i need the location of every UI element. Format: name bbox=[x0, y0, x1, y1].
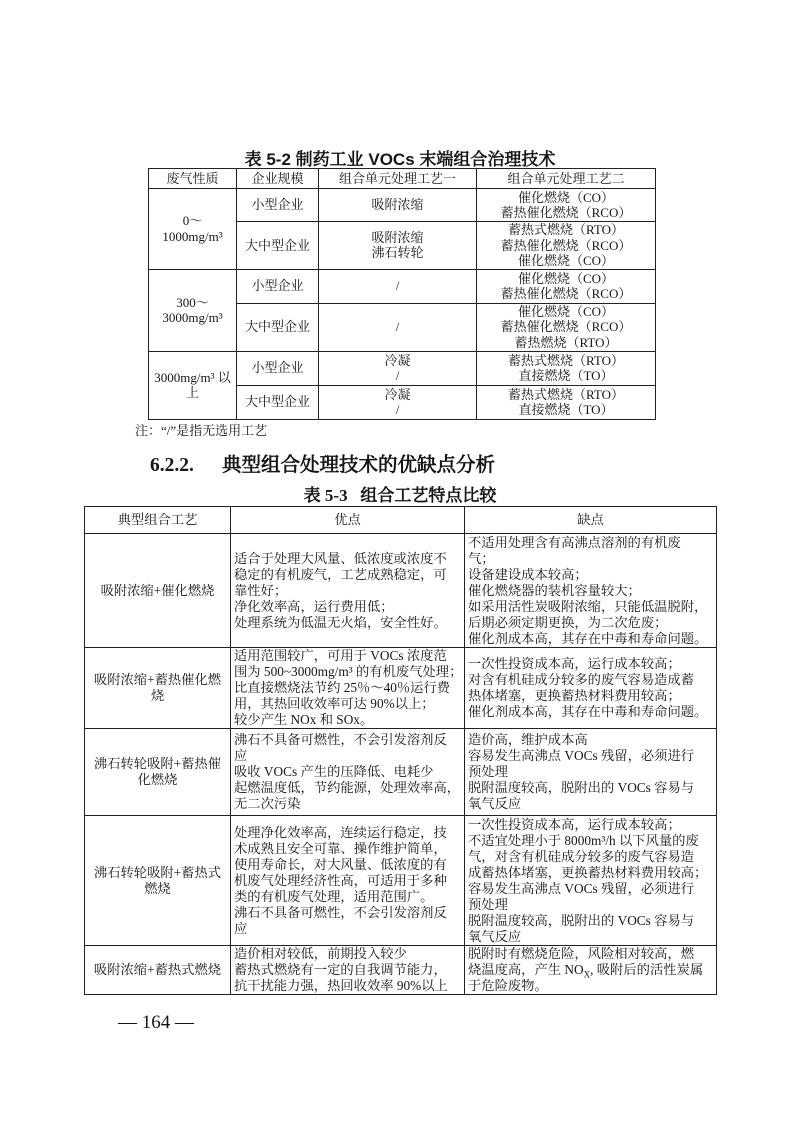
gas-property-cell bbox=[149, 269, 237, 351]
disadvantages-cell bbox=[465, 534, 717, 648]
enterprise-scale-cell: 小型企业 bbox=[237, 189, 319, 222]
advantages-cell bbox=[231, 816, 465, 946]
advantage-line: 沸石不具备可燃性，不会引发溶剂反 bbox=[234, 732, 447, 747]
advantage-line: 较少产生 NOx 和 SOx。 bbox=[234, 712, 374, 727]
page-number: — 164 — bbox=[118, 1012, 194, 1033]
advantage-line: 起燃温度低，节约能源，处理效率高， bbox=[234, 780, 461, 795]
gas-property-cell bbox=[149, 351, 237, 419]
enterprise-scale-cell: 小型企业 bbox=[237, 351, 319, 385]
process-two-line: 催化燃烧（CO） bbox=[517, 189, 615, 205]
disadvantage-line: 氧气反应 bbox=[468, 928, 522, 944]
table-row bbox=[85, 729, 717, 816]
table-row bbox=[85, 648, 717, 729]
advantage-line: 稳定的有机废气，工艺成熟稳定，可 bbox=[234, 566, 447, 582]
disadvantage-text: , 吸附后的活性炭属 bbox=[590, 962, 704, 977]
gas-property-line: 3000mg/m³ 以 bbox=[154, 369, 231, 385]
advantage-line: 机废气处理经济性高，可适用于多种 bbox=[234, 872, 447, 888]
process-one-line: / bbox=[395, 319, 400, 335]
process-two-line: 催化燃烧（CO） bbox=[517, 303, 615, 319]
table-5-2-title: 表 5-2 制药工业 VOCs 末端组合治理技术 bbox=[244, 150, 556, 169]
disadvantage-line: 不适宜处理小于 8000m³/h 以下风量的废 bbox=[468, 832, 699, 848]
process-two-line: 蓄热催化燃烧（RCO） bbox=[500, 237, 632, 253]
process-name-line: 吸附浓缩+蓄热式燃烧 bbox=[93, 962, 222, 977]
enterprise-scale-cell: 小型企业 bbox=[237, 269, 319, 303]
process-name-line: 吸附浓缩+催化燃烧 bbox=[100, 582, 215, 598]
enterprise-scale-cell: 大中型企业 bbox=[237, 385, 319, 419]
gas-property-line: 300～ bbox=[176, 294, 209, 310]
section-title: 典型组合处理技术的优缺点分析 bbox=[222, 455, 496, 476]
advantage-line: 术成熟且安全可靠、操作维护简单， bbox=[234, 840, 447, 856]
gas-property-line: 0～ bbox=[182, 213, 203, 229]
process-two-line: 蓄热燃烧（RTO） bbox=[514, 334, 618, 350]
advantage-line: 蓄热式燃烧有一定的自我调节能力， bbox=[234, 962, 447, 977]
disadvantage-line: 脱附温度较高，脱附出的 VOCs 容易与 bbox=[468, 912, 695, 928]
disadvantage-line: 热体堵塞，更换蓄热材料费用较高； bbox=[468, 688, 681, 703]
section-number: 6.2.2. bbox=[150, 455, 194, 476]
table-5-3 bbox=[84, 506, 717, 995]
table-note: 注：“/”是指无选用工艺 bbox=[135, 423, 268, 438]
process-name-line: 吸附浓缩+蓄热催化燃 bbox=[93, 672, 222, 687]
advantage-line: 处理系统为低温无火焰，安全性好。 bbox=[234, 614, 447, 630]
table-row bbox=[85, 946, 717, 995]
enterprise-scale-cell: 大中型企业 bbox=[237, 222, 319, 270]
column-header-advantages: 优点 bbox=[231, 507, 465, 534]
process-name-line: 沸石转轮吸附+蓄热式 bbox=[93, 864, 222, 880]
disadvantage-text: 烧温度高，产生 NO bbox=[468, 962, 584, 977]
table-header-row bbox=[149, 169, 656, 189]
process-two-cell bbox=[477, 351, 656, 385]
table-header-row bbox=[85, 507, 717, 534]
disadvantage-line: 催化燃烧器的装机容量较大； bbox=[468, 582, 641, 598]
disadvantage-line: 后期必须定期更换，为二次危废； bbox=[468, 614, 668, 630]
section-heading bbox=[150, 449, 495, 477]
disadvantage-line: 一次性投资成本高，运行成本较高； bbox=[468, 816, 681, 832]
process-cell bbox=[85, 648, 231, 729]
process-one-line: 吸附浓缩 bbox=[371, 197, 424, 213]
advantage-line: 造价相对较低，前期投入较少 bbox=[234, 946, 407, 961]
advantage-line: 应 bbox=[234, 748, 248, 763]
disadvantage-line: 气，对含有机硅成分较多的废气容易造 bbox=[468, 848, 695, 864]
process-one-line: 冷凝 bbox=[384, 386, 411, 402]
disadvantage-line: 不适用处理含有高沸点溶剂的有机废 bbox=[468, 534, 681, 550]
advantage-line: 净化效率高，运行费用低； bbox=[234, 598, 394, 614]
process-two-cell bbox=[477, 269, 656, 303]
table-row bbox=[149, 351, 656, 385]
disadvantage-line: 预处理 bbox=[468, 896, 508, 912]
disadvantage-line: 容易发生高沸点 VOCs 残留，必须进行 bbox=[468, 880, 695, 896]
table-5-2 bbox=[148, 168, 656, 420]
gas-property-line: 3000mg/m³ bbox=[162, 310, 223, 325]
table-row bbox=[85, 816, 717, 946]
advantage-line: 类的有机废气处理，适用范围广。 bbox=[234, 888, 434, 904]
gas-property-cell bbox=[149, 189, 237, 270]
disadvantage-line: 催化剂成本高，其存在中毒和寿命问题。 bbox=[468, 704, 708, 719]
advantage-line: 适合于处理大风量、低浓度或浓度不 bbox=[234, 550, 447, 566]
advantage-line: 围为 500~3000mg/m³ 的有机废气处理； bbox=[234, 664, 463, 679]
advantage-line: 沸石不具备可燃性，不会引发溶剂反 bbox=[234, 904, 447, 920]
advantage-line: 比直接燃烧法节约 25％～40％运行费 bbox=[234, 680, 451, 695]
disadvantage-line: 气； bbox=[468, 550, 495, 566]
disadvantages-cell bbox=[465, 648, 717, 729]
disadvantage-line: 氧气反应 bbox=[468, 796, 522, 811]
disadvantage-line: 催化剂成本高，其存在中毒和寿命问题。 bbox=[468, 630, 708, 646]
process-name-line: 烧 bbox=[150, 688, 165, 703]
process-one-line: 沸石转轮 bbox=[371, 245, 424, 261]
process-two-line: 蓄热式燃烧（RTO） bbox=[508, 386, 624, 402]
advantages-cell bbox=[231, 946, 465, 995]
advantages-cell bbox=[231, 534, 465, 648]
table-row bbox=[149, 189, 656, 222]
disadvantage-line: 成蓄热体堵塞，更换蓄热材料费用较高； bbox=[468, 864, 708, 880]
advantage-line: 抗干扰能力强，热回收效率 90%以上 bbox=[234, 978, 448, 993]
gas-property-line: 上 bbox=[185, 385, 199, 400]
advantage-line: 靠性好； bbox=[234, 582, 288, 598]
disadvantages-cell bbox=[465, 729, 717, 816]
process-one-cell bbox=[319, 189, 477, 222]
process-two-line: 催化燃烧（CO） bbox=[517, 253, 615, 268]
disadvantage-line: 预处理 bbox=[468, 764, 508, 779]
advantage-line: 适用范围较广，可用于 VOCs 浓度范 bbox=[234, 648, 447, 663]
enterprise-scale-cell: 大中型企业 bbox=[237, 303, 319, 351]
process-two-cell bbox=[477, 385, 656, 419]
disadvantages-cell bbox=[465, 816, 717, 946]
process-two-line: 蓄热催化燃烧（RCO） bbox=[500, 319, 632, 335]
table-row bbox=[149, 269, 656, 303]
process-one-cell bbox=[319, 351, 477, 385]
process-name-line: 化燃烧 bbox=[137, 772, 178, 787]
disadvantage-line: 设备建设成本较高； bbox=[468, 566, 588, 582]
process-one-cell bbox=[319, 269, 477, 303]
process-one-line: / bbox=[395, 368, 400, 383]
column-header-process-two: 组合单元处理工艺二 bbox=[477, 169, 656, 189]
process-cell bbox=[85, 729, 231, 816]
process-two-cell bbox=[477, 222, 656, 270]
column-header-enterprise-scale: 企业规模 bbox=[237, 169, 319, 189]
disadvantage-line: 脱附时有燃烧危险，风险相对较高，燃 bbox=[468, 946, 695, 961]
advantage-line: 吸收 VOCs 产生的压降低、电耗少 bbox=[234, 764, 434, 779]
process-two-line: 蓄热式燃烧（RTO） bbox=[508, 222, 624, 237]
column-header-process-one: 组合单元处理工艺一 bbox=[319, 169, 477, 189]
subscript-x: X bbox=[583, 969, 591, 980]
process-one-line: / bbox=[395, 402, 400, 417]
process-cell bbox=[85, 534, 231, 648]
process-two-line: 直接燃烧（TO） bbox=[518, 368, 614, 383]
process-two-cell bbox=[477, 303, 656, 351]
process-two-line: 蓄热式燃烧（RTO） bbox=[508, 352, 624, 368]
column-header-disadvantages: 缺点 bbox=[465, 507, 717, 534]
process-one-line: 冷凝 bbox=[384, 352, 411, 368]
disadvantage-line: 容易发生高沸点 VOCs 残留，必须进行 bbox=[468, 748, 695, 763]
process-one-line: 吸附浓缩 bbox=[371, 229, 424, 245]
process-name-line: 沸石转轮吸附+蓄热催 bbox=[93, 756, 222, 771]
disadvantage-line: 造价高，维护成本高 bbox=[468, 732, 588, 747]
advantage-line: 无二次污染 bbox=[234, 796, 301, 811]
table-row bbox=[85, 534, 717, 648]
advantages-cell bbox=[231, 729, 465, 816]
process-two-line: 催化燃烧（CO） bbox=[517, 270, 615, 286]
process-two-line: 蓄热催化燃烧（RCO） bbox=[500, 205, 632, 220]
disadvantage-line: 脱附温度较高，脱附出的 VOCs 容易与 bbox=[468, 780, 695, 795]
disadvantage-line: 一次性投资成本高，运行成本较高； bbox=[468, 656, 681, 671]
process-two-line: 直接燃烧（TO） bbox=[518, 402, 614, 417]
advantage-line: 用，其热回收效率可达 90%以上； bbox=[234, 696, 435, 711]
disadvantages-cell bbox=[465, 946, 717, 995]
process-one-cell bbox=[319, 303, 477, 351]
advantages-cell bbox=[231, 648, 465, 729]
process-two-line: 蓄热催化燃烧（RCO） bbox=[500, 286, 632, 301]
column-header-gas-property: 废气性质 bbox=[149, 169, 237, 189]
gas-property-line: 1000mg/m³ bbox=[162, 228, 223, 244]
process-one-line: / bbox=[395, 278, 400, 294]
process-name-line: 燃烧 bbox=[144, 880, 171, 896]
column-header-process: 典型组合工艺 bbox=[85, 507, 231, 534]
process-one-cell bbox=[319, 385, 477, 419]
advantage-line: 处理净化效率高，连续运行稳定，技 bbox=[234, 824, 447, 840]
disadvantage-line: 于危险废物。 bbox=[468, 978, 548, 993]
disadvantage-line: 对含有机硅成分较多的废气容易造成蓄 bbox=[468, 672, 695, 687]
disadvantage-line: 如采用活性炭吸附浓缩，只能低温脱附， bbox=[468, 598, 708, 614]
advantage-line: 使用寿命长，对大风量、低浓度的有 bbox=[234, 856, 447, 872]
process-cell bbox=[85, 946, 231, 995]
advantage-line: 应 bbox=[234, 920, 248, 936]
process-cell bbox=[85, 816, 231, 946]
table-5-3-title: 表 5-3 组合工艺特点比较 bbox=[303, 486, 497, 505]
process-one-cell bbox=[319, 222, 477, 270]
process-two-cell bbox=[477, 189, 656, 222]
disadvantage-line bbox=[468, 962, 716, 978]
